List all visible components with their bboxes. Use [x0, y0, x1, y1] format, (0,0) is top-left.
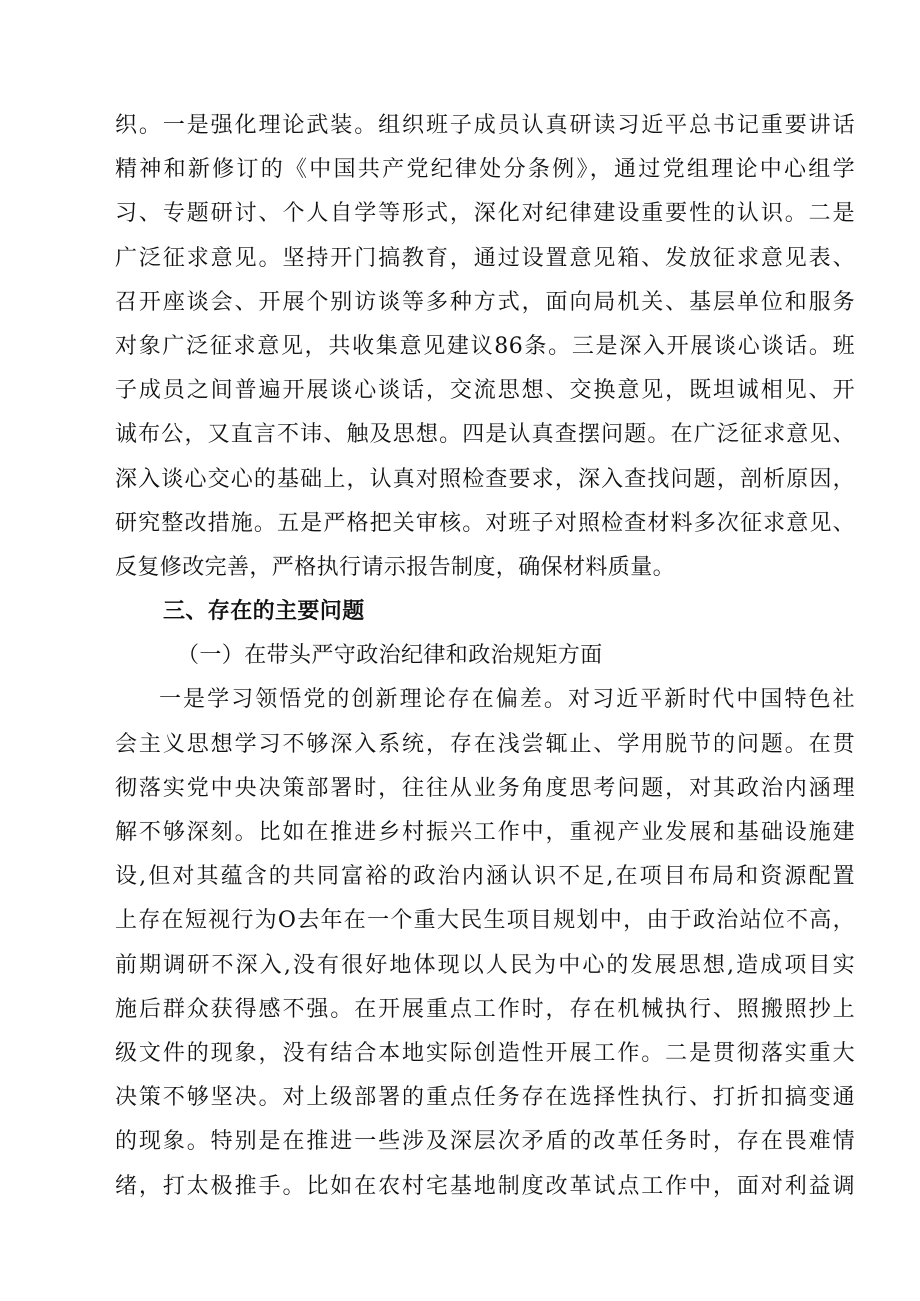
- text-line: 会主义思想学习不够深入系统，存在浅尝辄止、学用脱节的问题。在贯: [115, 731, 855, 757]
- text-line: 研究整改措施。五是严格把关审核。对班子对照检查材料多次征求意见、: [115, 510, 855, 536]
- text-line: 设,但对其蕴含的共同富裕的政治内涵认识不足,在项目布局和资源配置: [115, 864, 855, 890]
- text-line: 前期调研不深入,没有很好地体现以人民为中心的发展思想,造成项目实: [115, 952, 855, 978]
- text-line: 上存在短视行为O去年在一个重大民生项目规划中，由于政治站位不高，: [115, 908, 855, 934]
- text-line: 的现象。特别是在推进一些涉及深层次矛盾的改革任务时，存在畏难情: [115, 1129, 855, 1155]
- text-line: 彻落实党中央决策部署时，往往从业务角度思考问题，对其政治内涵理: [115, 775, 855, 801]
- text-line: 级文件的现象，没有结合本地实际创造性开展工作。二是贯彻落实重大: [115, 1040, 855, 1066]
- text-line: 对象广泛征求意见，共收集意见建议86条。三是深入开展谈心谈话。班: [115, 333, 855, 359]
- text-line: 深入谈心交心的基础上，认真对照检查要求，深入查找问题，剖析原因，: [115, 466, 855, 492]
- text-line: 广泛征求意见。坚持开门搞教育，通过设置意见箱、发放征求意见表、: [115, 245, 855, 271]
- text-line: 精神和新修订的《中国共产党纪律处分条例》，通过党组理论中心组学: [115, 157, 855, 183]
- text-line: 一是学习领悟党的创新理论存在偏差。对习近平新时代中国特色社: [159, 687, 855, 713]
- text-line: 诚布公，又直言不讳、触及思想。四是认真查摆问题。在广泛征求意见、: [115, 422, 855, 448]
- text-line: 织。一是强化理论武装。组织班子成员认真研读习近平总书记重要讲话: [115, 113, 855, 138]
- text-line: 反复修改完善，严格执行请示报告制度，确保材料质量。: [115, 554, 676, 580]
- text-line: 召开座谈会、开展个别访谈等多种方式，面向局机关、基层单位和服务: [115, 289, 855, 315]
- text-line: 习、专题研讨、个人自学等形式，深化对纪律建设重要性的认识。二是: [115, 201, 855, 227]
- text-line: 绪，打太极推手。比如在农村宅基地制度改革试点工作中，面对利益调: [115, 1173, 855, 1199]
- text-line: 子成员之间普遍开展谈心谈话，交流思想、交换意见，既坦诚相见、开: [115, 378, 855, 404]
- intro-paragraph: [115, 104, 855, 590]
- body-paragraph: [115, 678, 855, 1208]
- text-line: 施后群众获得感不强。在开展重点工作时，存在机械执行、照搬照抄上: [115, 996, 855, 1022]
- text-line: 决策不够坚决。对上级部署的重点任务存在选择性执行、打折扣搞变通: [115, 1085, 855, 1111]
- subsection-heading: （一）在带头严守政治纪律和政治规矩方面: [177, 643, 603, 669]
- document-body: [115, 104, 855, 1209]
- section-heading: 三、存在的主要问题: [163, 599, 365, 625]
- text-line: 解不够深刻。比如在推进乡村振兴工作中，重视产业发展和基础设施建: [115, 820, 855, 845]
